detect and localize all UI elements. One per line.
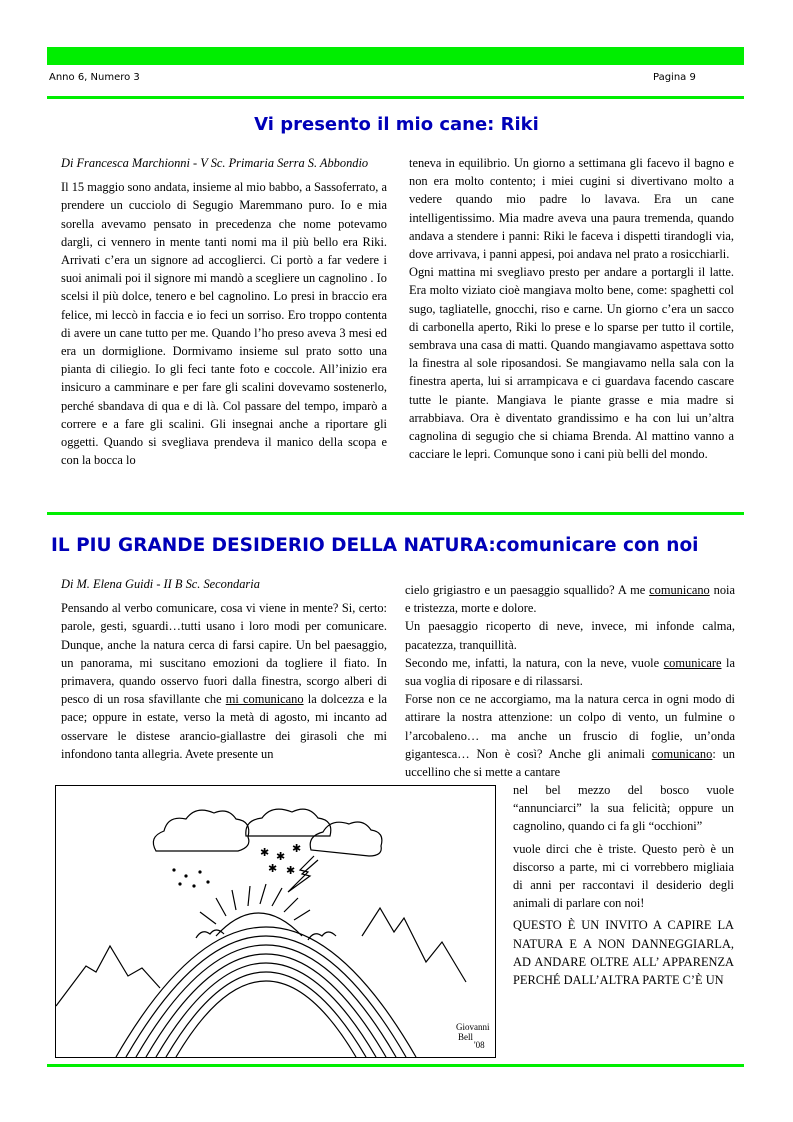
underlined-verb: mi comunicano — [225, 692, 304, 707]
article2-byline: Di M. Elena Guidi - II B Sc. Secondaria — [61, 577, 260, 591]
text-run: Pensando al verbo comunicare, cosa vi viene in mente? Si, certo: parole, gesti, sguardi…tutti usano i loro modi per comunicare. Dunque, anche la natura cerca di farsi capire. Un bel paesaggio, un panorama, mi suscitano emozioni da togliere il fiato. In primavera, quando osservo fuori dalla finestra, scorgo alberi di pesco di un rosa sfavillante che — [61, 601, 387, 707]
underlined-verb: comunicano — [651, 746, 713, 761]
sun — [216, 913, 302, 936]
left-mountains — [56, 946, 160, 1006]
rainbow — [116, 927, 416, 1057]
signature-line: Giovanni — [456, 1022, 490, 1032]
page-number: Pagina 9 — [653, 72, 696, 83]
svg-text:✱: ✱ — [260, 846, 270, 859]
underlined-verb: comunicano — [649, 583, 710, 597]
article2-paragraph: nel bel mezzo del bosco vuole “annunciarci” la sua felicità; oppure un cagnolino, quando ci fa gli “occhioni” — [513, 783, 734, 834]
svg-text:✱: ✱ — [292, 842, 302, 855]
storm-cloud — [310, 822, 382, 856]
text-run: la dolcezza e la pace; oppure in estate, verso la metà di agosto, mi incanto ad osservare le distese arancio-giallastre dei girasoli che mi infondono tanta allegria. Avete presente un — [61, 692, 388, 761]
svg-text:✱: ✱ — [268, 862, 278, 875]
raindrops — [172, 868, 209, 887]
article1-paragraph: teneva in equilibrio. Un giorno a settimana gli facevo il bagno e non era molto contento; i miei cugini si divertivano molto a vedere quando mio padre lo lavava. Era un cane intelligentissimo. Mia madre aveva una paura tremenda, quando andava a stendere i panni: Riki le faceva i dispetti tirandogli via, dove arrivava, i panni appesi, poi andava nel prato a rosicchiarli. — [409, 156, 734, 262]
header-rule — [47, 96, 744, 99]
article2-paragraph: QUESTO È UN INVITO A CAPIRE LA NATURA E A NON DANNEGGIARLA, AD ANDARE OLTRE ALL’ APPARENZA PERCHÉ DALL’ALTRA PARTE C’È UN — [513, 918, 734, 988]
article2-column-right — [405, 581, 735, 781]
article1-paragraph: Ogni mattina mi svegliavo presto per andare a portargli il latte. Era molto viziato cioè mangiava molto bene, come: spaghetti col sugo, tagliatelle, gnocchi, riso e carne. Un giorno c’era un sacco di carbonella aperto, Riki lo prese e lo sparse per tutto il cortile, sembrava una casa di matti. Quando mangiavamo aspettava sotto la finestra al sole riposandosi. Se mangiavamo nella sala con la finestra aperta, lui si arrampicava e ci guardava facendo cascare tutte le piante. Mangiava le piante grasse e mia madre si arrabbiava. Ora è diventato grandissimo e ha con lui un’altra cagnolina di segugio che si chiama Brenda. Al mattino vanno a cacciare le lepri. Comunque sono i cani più belli del mondo. — [409, 265, 734, 462]
article2-paragraph — [405, 690, 735, 781]
article2-paragraph — [405, 581, 735, 617]
left-bush — [196, 930, 224, 938]
article2-paragraph: Un paesaggio ricoperto di neve, invece, mi infonde calma, pacatezza, tranquillità. — [405, 619, 735, 652]
svg-text:✱: ✱ — [286, 864, 296, 877]
article1-title: Vi presento il mio cane: Riki — [254, 114, 539, 135]
artist-signature — [456, 1022, 490, 1050]
top-green-bar — [47, 47, 744, 65]
issue-label: Anno 6, Numero 3 — [49, 72, 140, 83]
text-run: : un uccellino che si mette a cantare — [405, 746, 736, 780]
underlined-verb: comunicare — [663, 655, 722, 670]
svg-text:✱: ✱ — [276, 850, 286, 863]
article2-side-column — [513, 781, 734, 993]
text-run: cielo grigiastro e un paesaggio squallido? A me — [405, 583, 650, 597]
article2-paragraph: vuole dirci che è triste. Questo però è un discorso a parte, mi ci vorrebbero migliaia di anni per raccontavi il desiderio degli animali di parlare con noi! — [513, 841, 734, 911]
article1-byline: Di Francesca Marchionni - V Sc. Primaria Serra S. Abbondio — [61, 156, 369, 170]
sun-rays — [200, 884, 310, 924]
signature-line: Bell — [458, 1032, 473, 1042]
nature-illustration — [55, 785, 496, 1058]
article2-column-left — [61, 575, 387, 763]
text-run: noia e tristezza, morte e dolore. — [405, 583, 735, 616]
snowflakes — [260, 842, 301, 877]
footer-rule — [47, 1064, 744, 1067]
text-run: Secondo me, infatti, la natura, con la neve, vuole — [405, 655, 664, 670]
article1-paragraph: Il 15 maggio sono andata, insieme al mio babbo, a Sassoferrato, a prendere un cucciolo di Segugio Maremmano puro. Io e mia sorella avevamo pensato in precedenza che nome potevamo dargli, ci vennero in mente tanti nomi ma il più bello era Riki. Arrivati c’era un signore ad accoglierci. Ci portò a far vedere i suoi animali poi il signore mi mandò a scegliere un cagnolino . Io scelsi il più dolce, tenero e bel cagnolino. Lo presi in braccio era felice, mi leccò in faccia e io feci un sorriso. Ero troppo contenta di avere un cane tutto per me. Quando l’ho preso aveva 3 mesi ed era un dormiglione. Dormivamo insieme sul prato sotto una pianta di ciliegio. Io gli feci tante foto e coccole. All’inizio era insicuro a camminare e per fare gli scalini dovevamo sostenerlo, perché sbandava di qua e di là. Col passare del tempo, imparò a correre e a fare gli scalini. Gli insegnai anche a riportare gli oggetti. Quando si svegliava prendeva il manico della scopa e con la bocca lo — [61, 180, 387, 468]
article1-column-left — [61, 154, 387, 469]
article2-paragraph — [61, 599, 387, 763]
snow-cloud — [246, 809, 331, 836]
rain-cloud — [153, 810, 249, 851]
article1-column-right — [409, 154, 734, 463]
text-run: la sua voglia di riposare e di rilassarsi. — [405, 655, 735, 689]
right-mountains — [362, 908, 466, 982]
article2-title: IL PIU GRANDE DESIDERIO DELLA NATURA:comunicare con noi — [51, 535, 699, 556]
text-run: Forse non ce ne accorgiamo, ma la natura cerca in ogni modo di attirare la nostra attenzione: un colpo di vento, un fulmine o l’arcobaleno… ma anche un fruscio di foglie, un’onda gigantesca… Non è così? Anche gli animali — [405, 692, 735, 761]
nature-drawing — [56, 786, 495, 1057]
signature-year: '08 — [474, 1040, 485, 1050]
section-divider — [47, 512, 744, 515]
article2-paragraph — [405, 654, 735, 690]
